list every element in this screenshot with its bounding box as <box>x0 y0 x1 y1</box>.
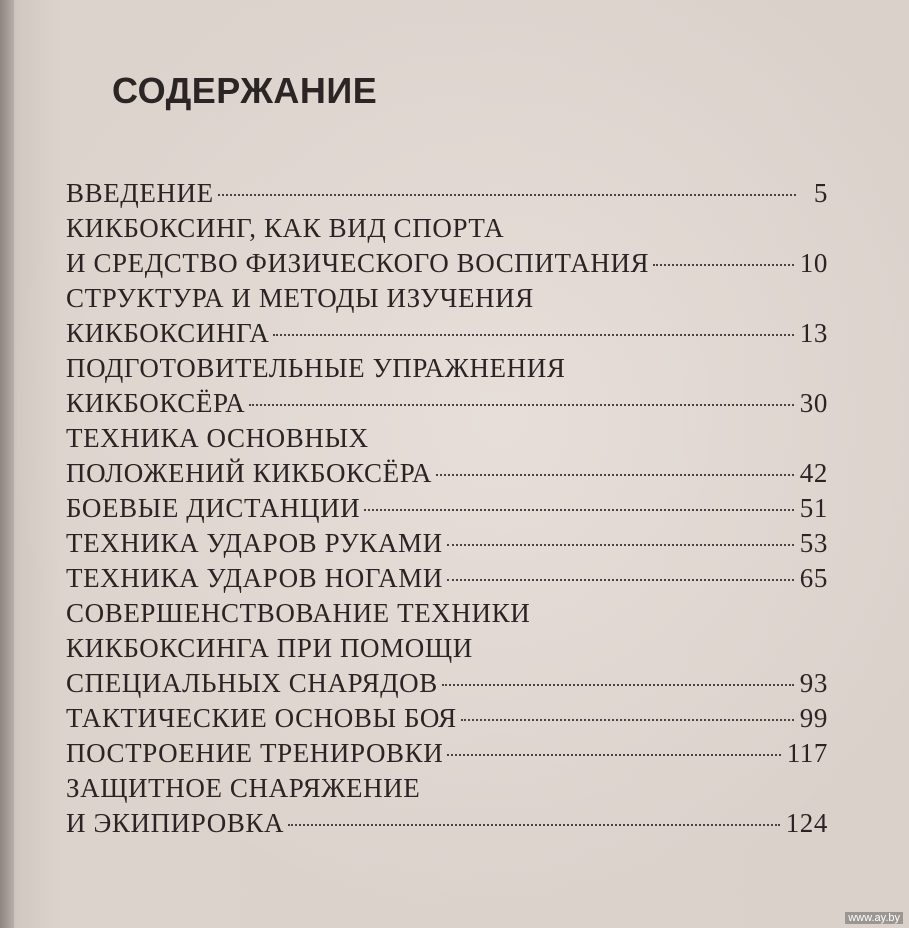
dot-leader <box>653 264 794 266</box>
toc-entry-line <box>66 771 828 806</box>
dot-leader <box>447 544 794 546</box>
toc-entry-title: ВВЕДЕНИЕ <box>66 178 214 208</box>
toc-entry-line <box>66 281 828 316</box>
toc-entry <box>66 176 828 211</box>
toc-entry <box>66 736 828 771</box>
dot-leader <box>273 334 793 336</box>
toc-entry <box>66 701 828 736</box>
toc-entry-line <box>66 736 828 771</box>
toc-entry-title: ПОДГОТОВИТЕЛЬНЫЕ УПРАЖНЕНИЯ <box>66 353 566 383</box>
toc-entry <box>66 421 828 491</box>
dot-leader <box>447 754 780 756</box>
page-title: СОДЕРЖАНИЕ <box>112 70 378 111</box>
toc-page-number: 30 <box>799 388 828 418</box>
toc-entry-title: СОВЕРШЕНСТВОВАНИЕ ТЕХНИКИ <box>66 598 531 628</box>
toc-entry-title: ПОСТРОЕНИЕ ТРЕНИРОВКИ <box>66 738 444 768</box>
toc-page-number: 42 <box>799 458 828 488</box>
toc-entry-line <box>66 386 828 421</box>
toc-entry-title: ТАКТИЧЕСКИЕ ОСНОВЫ БОЯ <box>66 703 457 733</box>
toc-entry-title: ТЕХНИКА УДАРОВ РУКАМИ <box>66 528 443 558</box>
toc-entry-line <box>66 351 828 386</box>
toc-page-number: 13 <box>799 318 828 348</box>
toc-entry-line <box>66 561 828 596</box>
toc-entry-line <box>66 456 828 491</box>
toc-entry-line <box>66 666 828 701</box>
toc-entry-title: ЗАЩИТНОЕ СНАРЯЖЕНИЕ <box>66 773 421 803</box>
toc-entry-title: ТЕХНИКА ОСНОВНЫХ <box>66 423 369 453</box>
toc-entry <box>66 526 828 561</box>
dot-leader <box>218 194 796 196</box>
dot-leader <box>364 509 794 511</box>
toc-entry <box>66 351 828 421</box>
toc-page-number: 117 <box>786 738 828 768</box>
toc-entry-title: КИКБОКСИНГА <box>66 318 270 348</box>
toc-entry-title: БОЕВЫЕ ДИСТАНЦИИ <box>66 493 361 523</box>
dot-leader <box>436 474 794 476</box>
toc-entry-line <box>66 526 828 561</box>
toc-entry-line <box>66 246 828 281</box>
toc-entry-line <box>66 421 828 456</box>
toc-entry-title: КИКБОКСЁРА <box>66 388 246 418</box>
table-of-contents <box>66 176 828 841</box>
toc-page-number: 99 <box>799 703 828 733</box>
toc-entry-title: СТРУКТУРА И МЕТОДЫ ИЗУЧЕНИЯ <box>66 283 534 313</box>
dot-leader <box>442 684 794 686</box>
toc-entry-line <box>66 806 828 841</box>
toc-entry-line <box>66 631 828 666</box>
toc-entry-title: ПОЛОЖЕНИЙ КИКБОКСЁРА <box>66 458 432 488</box>
toc-entry <box>66 561 828 596</box>
toc-entry-line <box>66 491 828 526</box>
toc-entry <box>66 491 828 526</box>
book-spine-shadow <box>0 0 14 928</box>
toc-entry <box>66 211 828 281</box>
toc-entry-line <box>66 211 828 246</box>
toc-page-number: 53 <box>799 528 828 558</box>
toc-page-number: 65 <box>799 563 828 593</box>
toc-entry-line <box>66 176 828 211</box>
dot-leader <box>447 579 794 581</box>
toc-entry-line <box>66 701 828 736</box>
toc-page-number: 5 <box>813 178 828 208</box>
toc-entry-line <box>66 596 828 631</box>
dot-leader <box>249 404 794 406</box>
toc-entry-title: ТЕХНИКА УДАРОВ НОГАМИ <box>66 563 443 593</box>
watermark: www.ay.by <box>845 912 903 924</box>
toc-entry-title: КИКБОКСИНГА ПРИ ПОМОЩИ <box>66 633 473 663</box>
toc-page-number: 10 <box>799 248 828 278</box>
toc-entry <box>66 596 828 701</box>
dot-leader <box>288 824 780 826</box>
toc-page-number: 93 <box>799 668 828 698</box>
toc-entry <box>66 281 828 351</box>
toc-entry-title: СПЕЦИАЛЬНЫХ СНАРЯДОВ <box>66 668 438 698</box>
toc-page-number: 51 <box>799 493 828 523</box>
toc-entry-title: И ЭКИПИРОВКА <box>66 808 285 838</box>
toc-entry-title: И СРЕДСТВО ФИЗИЧЕСКОГО ВОСПИТАНИЯ <box>66 248 650 278</box>
toc-entry-title: КИКБОКСИНГ, КАК ВИД СПОРТА <box>66 213 505 243</box>
dot-leader <box>461 719 794 721</box>
toc-entry <box>66 771 828 841</box>
toc-page-number: 124 <box>785 808 828 838</box>
toc-entry-line <box>66 316 828 351</box>
